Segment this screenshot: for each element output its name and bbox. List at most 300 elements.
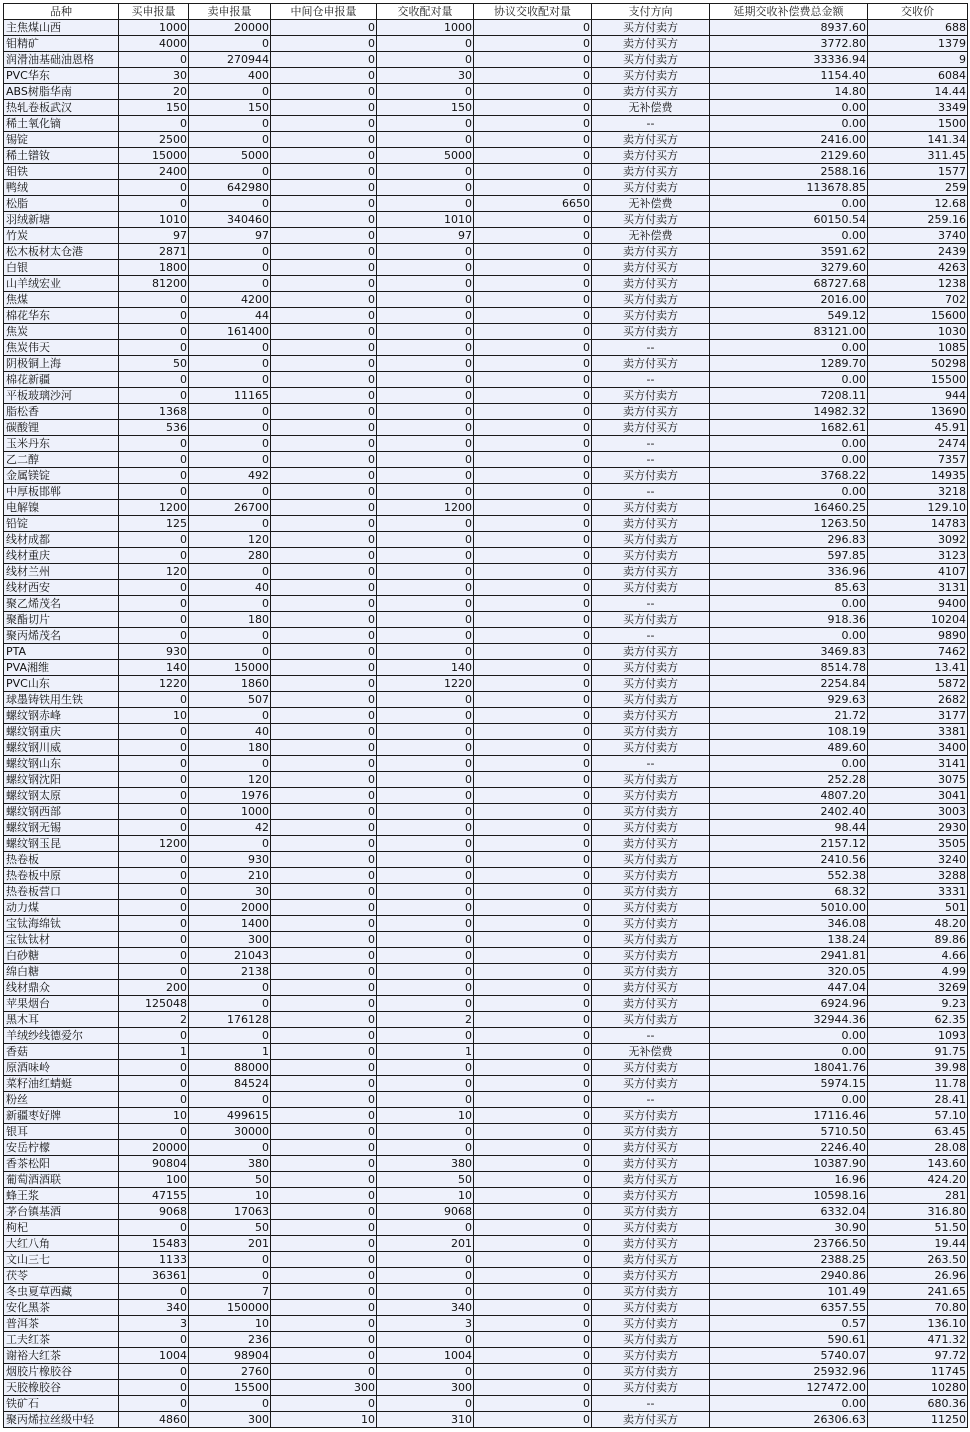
table-row <box>4 612 968 628</box>
compensation-amount-cell: 2129.60 <box>710 148 868 164</box>
matched-quantity-cell: 0 <box>377 132 474 148</box>
payment-direction-cell: 买方付卖方 <box>592 1060 710 1076</box>
compensation-amount-cell: 0.00 <box>710 1396 868 1412</box>
matched-quantity-cell: 0 <box>377 196 474 212</box>
agreement-matched-cell: 0 <box>474 1252 592 1268</box>
delivery-price-cell: 2682 <box>868 692 968 708</box>
commodity-cell: 天胶橡胶谷 <box>4 1380 119 1396</box>
sell-quantity-cell: 161400 <box>189 324 271 340</box>
buy-quantity-cell: 1800 <box>119 260 189 276</box>
compensation-amount-cell: 0.00 <box>710 1028 868 1044</box>
delivery-price-cell: 259.16 <box>868 212 968 228</box>
matched-quantity-cell: 0 <box>377 644 474 660</box>
intermediate-quantity-cell: 0 <box>271 404 377 420</box>
agreement-matched-cell: 0 <box>474 1188 592 1204</box>
payment-direction-cell: 卖方付买方 <box>592 1236 710 1252</box>
agreement-matched-cell: 0 <box>474 1380 592 1396</box>
delivery-price-cell: 26.96 <box>868 1268 968 1284</box>
agreement-matched-cell: 0 <box>474 1220 592 1236</box>
commodity-cell: 线材兰州 <box>4 564 119 580</box>
payment-direction-cell: 卖方付买方 <box>592 644 710 660</box>
commodity-cell: 苹果烟台 <box>4 996 119 1012</box>
matched-quantity-cell: 0 <box>377 932 474 948</box>
buy-quantity-cell: 340 <box>119 1300 189 1316</box>
agreement-matched-cell: 0 <box>474 180 592 196</box>
commodity-cell: 聚酯切片 <box>4 612 119 628</box>
delivery-price-cell: 944 <box>868 388 968 404</box>
sell-quantity-cell: 0 <box>189 1396 271 1412</box>
matched-quantity-cell: 340 <box>377 1300 474 1316</box>
agreement-matched-cell: 0 <box>474 228 592 244</box>
matched-quantity-cell: 0 <box>377 852 474 868</box>
delivery-price-cell: 1238 <box>868 276 968 292</box>
sell-quantity-cell: 20000 <box>189 20 271 36</box>
agreement-matched-cell: 0 <box>474 580 592 596</box>
delivery-price-cell: 3092 <box>868 532 968 548</box>
buy-quantity-cell: 97 <box>119 228 189 244</box>
payment-direction-cell: 卖方付买方 <box>592 996 710 1012</box>
compensation-amount-cell: 0.00 <box>710 228 868 244</box>
intermediate-quantity-cell: 0 <box>271 308 377 324</box>
sell-quantity-cell: 0 <box>189 84 271 100</box>
table-row <box>4 788 968 804</box>
payment-direction-cell: 买方付卖方 <box>592 580 710 596</box>
agreement-matched-cell: 0 <box>474 52 592 68</box>
commodity-cell: 羊绒纱线德爱尔 <box>4 1028 119 1044</box>
matched-quantity-cell: 0 <box>377 436 474 452</box>
matched-quantity-cell: 0 <box>377 964 474 980</box>
agreement-matched-cell: 0 <box>474 612 592 628</box>
payment-direction-cell: -- <box>592 436 710 452</box>
buy-quantity-cell: 0 <box>119 116 189 132</box>
intermediate-quantity-cell: 0 <box>271 1076 377 1092</box>
commodity-cell: 普洱茶 <box>4 1316 119 1332</box>
payment-direction-cell: 卖方付买方 <box>592 836 710 852</box>
table-row <box>4 692 968 708</box>
commodity-cell: 工夫红茶 <box>4 1332 119 1348</box>
matched-quantity-cell: 97 <box>377 228 474 244</box>
payment-direction-cell: 买方付卖方 <box>592 1300 710 1316</box>
sell-quantity-cell: 176128 <box>189 1012 271 1028</box>
delivery-price-cell: 50298 <box>868 356 968 372</box>
intermediate-quantity-cell: 0 <box>271 596 377 612</box>
matched-quantity-cell: 0 <box>377 180 474 196</box>
matched-quantity-cell: 10 <box>377 1108 474 1124</box>
intermediate-quantity-cell: 0 <box>271 884 377 900</box>
sell-quantity-cell: 15000 <box>189 660 271 676</box>
delivery-price-cell: 3041 <box>868 788 968 804</box>
payment-direction-cell: 无补偿费 <box>592 196 710 212</box>
commodity-cell: 文山三七 <box>4 1252 119 1268</box>
delivery-price-cell: 1379 <box>868 36 968 52</box>
agreement-matched-cell: 0 <box>474 1300 592 1316</box>
payment-direction-cell: 买方付卖方 <box>592 868 710 884</box>
buy-quantity-cell: 0 <box>119 196 189 212</box>
buy-quantity-cell: 0 <box>119 1060 189 1076</box>
intermediate-quantity-cell: 0 <box>271 436 377 452</box>
intermediate-quantity-cell: 0 <box>271 1092 377 1108</box>
sell-quantity-cell: 236 <box>189 1332 271 1348</box>
buy-quantity-cell: 4000 <box>119 36 189 52</box>
commodity-cell: 螺纹钢川威 <box>4 740 119 756</box>
matched-quantity-cell: 9068 <box>377 1204 474 1220</box>
buy-quantity-cell: 1200 <box>119 836 189 852</box>
commodity-cell: ABS树脂华南 <box>4 84 119 100</box>
table-row <box>4 452 968 468</box>
matched-quantity-cell: 1000 <box>377 20 474 36</box>
sell-quantity-cell: 0 <box>189 1092 271 1108</box>
matched-quantity-cell: 0 <box>377 260 474 276</box>
intermediate-quantity-cell: 0 <box>271 100 377 116</box>
table-row <box>4 436 968 452</box>
header-compensation-amount: 延期交收补偿费总金额 <box>710 4 868 20</box>
payment-direction-cell: 买方付卖方 <box>592 916 710 932</box>
buy-quantity-cell: 0 <box>119 1220 189 1236</box>
table-row <box>4 996 968 1012</box>
commodity-cell: 主焦煤山西 <box>4 20 119 36</box>
commodity-cell: 鸭绒 <box>4 180 119 196</box>
intermediate-quantity-cell: 0 <box>271 1156 377 1172</box>
header-matched-quantity: 交收配对量 <box>377 4 474 20</box>
sell-quantity-cell: 50 <box>189 1172 271 1188</box>
table-row <box>4 900 968 916</box>
intermediate-quantity-cell: 0 <box>271 580 377 596</box>
payment-direction-cell: 卖方付买方 <box>592 36 710 52</box>
commodity-cell: 原酒味岭 <box>4 1060 119 1076</box>
matched-quantity-cell: 0 <box>377 1060 474 1076</box>
intermediate-quantity-cell: 0 <box>271 132 377 148</box>
delivery-price-cell: 3240 <box>868 852 968 868</box>
intermediate-quantity-cell: 0 <box>271 676 377 692</box>
table-row <box>4 532 968 548</box>
matched-quantity-cell: 0 <box>377 980 474 996</box>
table-row <box>4 708 968 724</box>
agreement-matched-cell: 0 <box>474 388 592 404</box>
commodity-cell: 粉丝 <box>4 1092 119 1108</box>
commodity-cell: 热轧卷板武汉 <box>4 100 119 116</box>
commodity-cell: 碳酸锂 <box>4 420 119 436</box>
agreement-matched-cell: 0 <box>474 372 592 388</box>
table-row <box>4 660 968 676</box>
payment-direction-cell: 卖方付买方 <box>592 708 710 724</box>
table-row <box>4 1092 968 1108</box>
payment-direction-cell: 买方付卖方 <box>592 500 710 516</box>
delivery-price-cell: 39.98 <box>868 1060 968 1076</box>
payment-direction-cell: 卖方付买方 <box>592 1156 710 1172</box>
intermediate-quantity-cell: 0 <box>271 324 377 340</box>
agreement-matched-cell: 0 <box>474 740 592 756</box>
payment-direction-cell: 买方付卖方 <box>592 468 710 484</box>
matched-quantity-cell: 0 <box>377 1332 474 1348</box>
payment-direction-cell: -- <box>592 756 710 772</box>
payment-direction-cell: 买方付卖方 <box>592 820 710 836</box>
delivery-price-cell: 3131 <box>868 580 968 596</box>
payment-direction-cell: 卖方付买方 <box>592 84 710 100</box>
agreement-matched-cell: 0 <box>474 692 592 708</box>
delivery-price-cell: 1093 <box>868 1028 968 1044</box>
delivery-price-cell: 19.44 <box>868 1236 968 1252</box>
intermediate-quantity-cell: 0 <box>271 1220 377 1236</box>
sell-quantity-cell: 492 <box>189 468 271 484</box>
intermediate-quantity-cell: 0 <box>271 1284 377 1300</box>
payment-direction-cell: -- <box>592 1092 710 1108</box>
agreement-matched-cell: 0 <box>474 324 592 340</box>
payment-direction-cell: 无补偿费 <box>592 228 710 244</box>
matched-quantity-cell: 0 <box>377 52 474 68</box>
table-row <box>4 868 968 884</box>
compensation-amount-cell: 5974.15 <box>710 1076 868 1092</box>
agreement-matched-cell: 0 <box>474 1156 592 1172</box>
table-row <box>4 1252 968 1268</box>
compensation-amount-cell: 0.00 <box>710 596 868 612</box>
delivery-price-cell: 4263 <box>868 260 968 276</box>
sell-quantity-cell: 2138 <box>189 964 271 980</box>
delivery-price-cell: 1500 <box>868 116 968 132</box>
sell-quantity-cell: 150000 <box>189 1300 271 1316</box>
compensation-amount-cell: 83121.00 <box>710 324 868 340</box>
compensation-amount-cell: 68.32 <box>710 884 868 900</box>
buy-quantity-cell: 0 <box>119 468 189 484</box>
buy-quantity-cell: 0 <box>119 884 189 900</box>
intermediate-quantity-cell: 0 <box>271 1252 377 1268</box>
compensation-amount-cell: 447.04 <box>710 980 868 996</box>
buy-quantity-cell: 125048 <box>119 996 189 1012</box>
payment-direction-cell: 卖方付买方 <box>592 356 710 372</box>
intermediate-quantity-cell: 10 <box>271 1412 377 1428</box>
compensation-amount-cell: 8937.60 <box>710 20 868 36</box>
compensation-amount-cell: 2157.12 <box>710 836 868 852</box>
delivery-price-cell: 89.86 <box>868 932 968 948</box>
table-row <box>4 740 968 756</box>
intermediate-quantity-cell: 0 <box>271 740 377 756</box>
delivery-price-cell: 316.80 <box>868 1204 968 1220</box>
intermediate-quantity-cell: 0 <box>271 1188 377 1204</box>
agreement-matched-cell: 0 <box>474 292 592 308</box>
buy-quantity-cell: 125 <box>119 516 189 532</box>
payment-direction-cell: 买方付卖方 <box>592 1220 710 1236</box>
table-row <box>4 148 968 164</box>
commodity-cell: PTA <box>4 644 119 660</box>
payment-direction-cell: 卖方付买方 <box>592 148 710 164</box>
table-row <box>4 884 968 900</box>
commodity-cell: 电解镍 <box>4 500 119 516</box>
sell-quantity-cell: 0 <box>189 196 271 212</box>
agreement-matched-cell: 0 <box>474 436 592 452</box>
payment-direction-cell: 卖方付买方 <box>592 404 710 420</box>
buy-quantity-cell: 536 <box>119 420 189 436</box>
matched-quantity-cell: 140 <box>377 660 474 676</box>
matched-quantity-cell: 0 <box>377 900 474 916</box>
agreement-matched-cell: 0 <box>474 212 592 228</box>
sell-quantity-cell: 0 <box>189 244 271 260</box>
agreement-matched-cell: 0 <box>474 1060 592 1076</box>
agreement-matched-cell: 0 <box>474 420 592 436</box>
compensation-amount-cell: 918.36 <box>710 612 868 628</box>
intermediate-quantity-cell: 0 <box>271 1332 377 1348</box>
payment-direction-cell: 卖方付买方 <box>592 132 710 148</box>
buy-quantity-cell: 10 <box>119 708 189 724</box>
payment-direction-cell: 买方付卖方 <box>592 948 710 964</box>
intermediate-quantity-cell: 0 <box>271 1396 377 1412</box>
payment-direction-cell: 买方付卖方 <box>592 612 710 628</box>
agreement-matched-cell: 0 <box>474 484 592 500</box>
matched-quantity-cell: 0 <box>377 548 474 564</box>
payment-direction-cell: 卖方付买方 <box>592 980 710 996</box>
buy-quantity-cell: 0 <box>119 1364 189 1380</box>
buy-quantity-cell: 0 <box>119 868 189 884</box>
delivery-price-cell: 7462 <box>868 644 968 660</box>
matched-quantity-cell: 0 <box>377 292 474 308</box>
sell-quantity-cell: 30 <box>189 884 271 900</box>
compensation-amount-cell: 0.00 <box>710 100 868 116</box>
agreement-matched-cell: 0 <box>474 964 592 980</box>
buy-quantity-cell: 100 <box>119 1172 189 1188</box>
payment-direction-cell: 买方付卖方 <box>592 292 710 308</box>
compensation-amount-cell: 10387.90 <box>710 1156 868 1172</box>
commodity-cell: 螺纹钢沈阳 <box>4 772 119 788</box>
delivery-price-cell: 424.20 <box>868 1172 968 1188</box>
intermediate-quantity-cell: 0 <box>271 68 377 84</box>
buy-quantity-cell: 0 <box>119 740 189 756</box>
payment-direction-cell: -- <box>592 628 710 644</box>
matched-quantity-cell: 1 <box>377 1044 474 1060</box>
table-row <box>4 1156 968 1172</box>
buy-quantity-cell: 2871 <box>119 244 189 260</box>
matched-quantity-cell: 0 <box>377 308 474 324</box>
agreement-matched-cell: 0 <box>474 852 592 868</box>
table-row <box>4 372 968 388</box>
matched-quantity-cell: 0 <box>377 804 474 820</box>
sell-quantity-cell: 4200 <box>189 292 271 308</box>
commodity-cell: 银耳 <box>4 1124 119 1140</box>
delivery-price-cell: 4.99 <box>868 964 968 980</box>
commodity-cell: 聚丙烯茂名 <box>4 628 119 644</box>
agreement-matched-cell: 0 <box>474 564 592 580</box>
agreement-matched-cell: 0 <box>474 1044 592 1060</box>
agreement-matched-cell: 0 <box>474 1172 592 1188</box>
payment-direction-cell: 买方付卖方 <box>592 212 710 228</box>
compensation-amount-cell: 25932.96 <box>710 1364 868 1380</box>
intermediate-quantity-cell: 0 <box>271 500 377 516</box>
delivery-price-cell: 14.44 <box>868 84 968 100</box>
table-row <box>4 580 968 596</box>
matched-quantity-cell: 0 <box>377 692 474 708</box>
compensation-amount-cell: 0.00 <box>710 116 868 132</box>
compensation-amount-cell: 0.00 <box>710 340 868 356</box>
commodity-cell: 冬虫夏草西藏 <box>4 1284 119 1300</box>
intermediate-quantity-cell: 0 <box>271 388 377 404</box>
delivery-price-cell: 97.72 <box>868 1348 968 1364</box>
intermediate-quantity-cell: 0 <box>271 1012 377 1028</box>
commodity-cell: 烟胶片橡胶谷 <box>4 1364 119 1380</box>
matched-quantity-cell: 0 <box>377 516 474 532</box>
sell-quantity-cell: 50 <box>189 1220 271 1236</box>
commodity-cell: 白砂糖 <box>4 948 119 964</box>
table-row <box>4 52 968 68</box>
sell-quantity-cell: 0 <box>189 564 271 580</box>
intermediate-quantity-cell: 0 <box>271 644 377 660</box>
intermediate-quantity-cell: 0 <box>271 1364 377 1380</box>
sell-quantity-cell: 380 <box>189 1156 271 1172</box>
compensation-amount-cell: 296.83 <box>710 532 868 548</box>
matched-quantity-cell: 2 <box>377 1012 474 1028</box>
sell-quantity-cell: 2760 <box>189 1364 271 1380</box>
delivery-price-cell: 1577 <box>868 164 968 180</box>
sell-quantity-cell: 88000 <box>189 1060 271 1076</box>
table-row <box>4 36 968 52</box>
sell-quantity-cell: 0 <box>189 36 271 52</box>
delivery-price-cell: 263.50 <box>868 1252 968 1268</box>
commodity-cell: 螺纹钢无锡 <box>4 820 119 836</box>
buy-quantity-cell: 1200 <box>119 500 189 516</box>
agreement-matched-cell: 0 <box>474 148 592 164</box>
buy-quantity-cell: 0 <box>119 340 189 356</box>
commodity-cell: PVC山东 <box>4 676 119 692</box>
intermediate-quantity-cell: 0 <box>271 548 377 564</box>
agreement-matched-cell: 0 <box>474 868 592 884</box>
agreement-matched-cell: 0 <box>474 1332 592 1348</box>
matched-quantity-cell: 0 <box>377 628 474 644</box>
table-row <box>4 804 968 820</box>
sell-quantity-cell: 84524 <box>189 1076 271 1092</box>
delivery-price-cell: 9.23 <box>868 996 968 1012</box>
buy-quantity-cell: 0 <box>119 916 189 932</box>
commodity-cell: 茅台镇基酒 <box>4 1204 119 1220</box>
table-row <box>4 1412 968 1428</box>
matched-quantity-cell: 0 <box>377 708 474 724</box>
table-row <box>4 388 968 404</box>
compensation-amount-cell: 85.63 <box>710 580 868 596</box>
compensation-amount-cell: 590.61 <box>710 1332 868 1348</box>
commodity-cell: 新疆枣好牌 <box>4 1108 119 1124</box>
sell-quantity-cell: 0 <box>189 708 271 724</box>
compensation-amount-cell: 0.00 <box>710 1092 868 1108</box>
buy-quantity-cell: 200 <box>119 980 189 996</box>
payment-direction-cell: 买方付卖方 <box>592 676 710 692</box>
matched-quantity-cell: 0 <box>377 1124 474 1140</box>
matched-quantity-cell: 300 <box>377 1380 474 1396</box>
agreement-matched-cell: 0 <box>474 1124 592 1140</box>
table-row <box>4 628 968 644</box>
matched-quantity-cell: 150 <box>377 100 474 116</box>
table-row <box>4 1172 968 1188</box>
compensation-amount-cell: 1289.70 <box>710 356 868 372</box>
table-row <box>4 420 968 436</box>
commodity-cell: 铁矿石 <box>4 1396 119 1412</box>
compensation-amount-cell: 16.96 <box>710 1172 868 1188</box>
commodity-cell: 枸杞 <box>4 1220 119 1236</box>
delivery-price-cell: 13.41 <box>868 660 968 676</box>
intermediate-quantity-cell: 0 <box>271 1268 377 1284</box>
compensation-amount-cell: 552.38 <box>710 868 868 884</box>
delivery-price-cell: 129.10 <box>868 500 968 516</box>
agreement-matched-cell: 0 <box>474 932 592 948</box>
intermediate-quantity-cell: 0 <box>271 660 377 676</box>
buy-quantity-cell: 3 <box>119 1316 189 1332</box>
delivery-price-cell: 9890 <box>868 628 968 644</box>
intermediate-quantity-cell: 0 <box>271 1028 377 1044</box>
payment-direction-cell: 卖方付买方 <box>592 276 710 292</box>
intermediate-quantity-cell: 0 <box>271 868 377 884</box>
agreement-matched-cell: 0 <box>474 708 592 724</box>
payment-direction-cell: -- <box>592 372 710 388</box>
commodity-cell: 茯苓 <box>4 1268 119 1284</box>
sell-quantity-cell: 150 <box>189 100 271 116</box>
delivery-price-cell: 10280 <box>868 1380 968 1396</box>
compensation-amount-cell: 6924.96 <box>710 996 868 1012</box>
buy-quantity-cell: 1220 <box>119 676 189 692</box>
matched-quantity-cell: 0 <box>377 788 474 804</box>
